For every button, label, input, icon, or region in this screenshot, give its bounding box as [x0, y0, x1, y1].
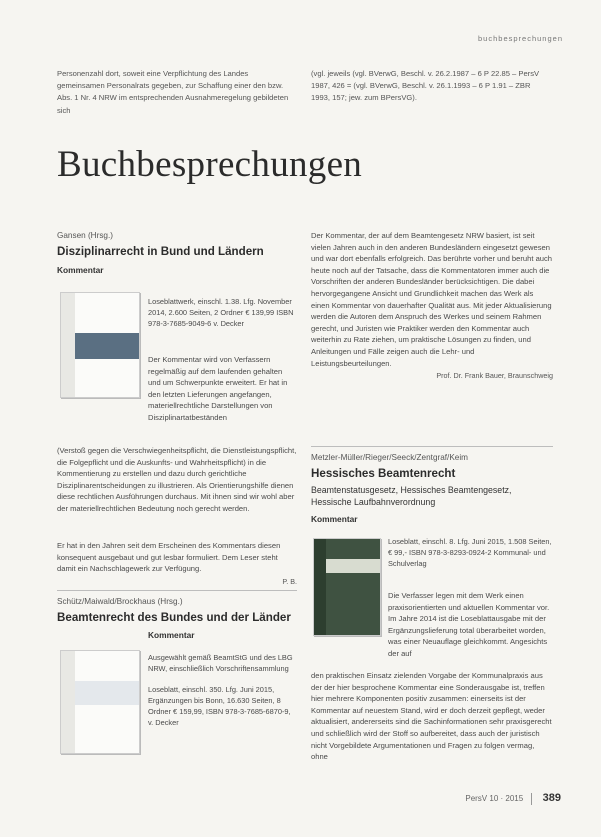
page-number: 389 [542, 792, 561, 804]
review-book-subtitle: Beamtenstatusgesetz, Hessisches Beamtengesetz, Hessische Laufbahnverordnung [311, 484, 512, 507]
top-right-text: (vgl. jeweils (vgl. BVerwG, Beschl. v. 26.2.1987 – 6 P 22.85 – PersV 1987, 426 = (vgl. BVerwG, Beschl. v. 26.1.1993 – 6 P 1.91 – ZBR 1993, 157; jew. zum BPersVG). [311, 69, 540, 103]
review-text-end [57, 540, 297, 587]
review-book-type: Kommentar [148, 630, 195, 640]
review-text-wrap: Die Verfasser legen mit dem Werk einen praxisorientierten und aktuellen Kommentar vor. Im Jahre 2014 ist die Loseblattausgabe mit der Ergänzungslieferung total überarbeitet worden, was einer Neuauflage gleichkommt. Angesichts der auf [388, 591, 550, 658]
review-book-type: Kommentar [311, 513, 358, 524]
book-cover-image [60, 292, 140, 398]
review-book-title: Hessisches Beamtenrecht [311, 466, 456, 480]
review-right-text [311, 230, 553, 382]
book-cover-image [60, 650, 140, 754]
page-footer [465, 792, 561, 805]
divider [57, 590, 297, 591]
journal-ref: PersV 10 · 2015 [465, 794, 524, 803]
review-disziplinarrecht [57, 230, 297, 276]
review-book-title: Disziplinarrecht in Bund und Ländern [57, 244, 264, 258]
review-beamtenrecht-bund [57, 596, 297, 625]
review-biblio-b: Loseblatt, einschl. 350. Lfg. Juni 2015, Ergänzungen bis Bonn, 16.630 Seiten, 8 Ordner € 159,99, ISBN 978-3-7685-6870-9, v. Decker [148, 684, 291, 727]
running-title: buchbesprechungen [478, 34, 563, 43]
page-title: Buchbesprechungen [57, 144, 363, 185]
review-paragraph: Der Kommentar, der auf dem Beamtengesetz NRW basiert, ist seit vielen Jahren auch in den anderen Bundesländern eingesetzt gewesen und war dort ebenfalls erfolgreich. Das berührte vorher und beruht auch heute noch auf der Tatsache, dass die Kommentatoren immer auch die Vorschriften der anderen Bundesländer berücksichtigen. Die dabei hervorgegangene Ansicht und Grundlichkeit machen das Werk als einen Kommentar von dauerhafter Qualität aus. Mit jeder Aktualisierung werden die Autoren dem Anspruch des Werkes und seinem Rahmen gerecht, und Juristen wie Praktiker werden den Kommentar auch weiterhin zu Rate ziehen, um praktische Lösungen zu finden, und Anleitungen und Fälle zeigen auch die Lehr- und Leistungsbeurteilungen. [311, 231, 553, 368]
review-biblio: Loseblatt, einschl. 8. Lfg. Juni 2015, 1.508 Seiten, € 99,- ISBN 978-3-8293-0924-2 Kommunal- und Schulverlag [388, 537, 552, 568]
divider [311, 446, 553, 447]
top-left-text: Personenzahl dort, soweit eine Verpflichtung des Landes gemeinsamen Personalrats gegeben, zur Schaffung einer den bzw. Abs. 1 Nr. 4 NRW im entsprechenden Ausnahmeregelung gebildeten sich [57, 69, 289, 115]
review-text: (Verstoß gegen die Verschwiegenheitspflicht, die Dienstleistungspflicht, die Folgepflicht und die Auskunfts- und Wahrheitspflicht) in die Kommentierung zu erstellen und dazu durch gerichtliche Disziplinarentscheidungen zu illustrieren. Als Orientierungshilfe dienen diese rechtlichen Ausführungen durchaus. Mit ihnen sind wir wohl aber der materiellrechtlichen Bedeutung noch gerecht werden. [57, 446, 297, 513]
review-book-title: Beamtenrecht des Bundes und der Länder [57, 610, 291, 624]
review-hessisches-beamtenrecht [311, 452, 553, 525]
review-text: den praktischen Einsatz zielenden Vorgabe der Kommunalpraxis aus der der hier besprochene Kommentar eine Sonderausgabe ist, treffen hier mehrere Komponenten positiv zusammen: einerseits ist der Kommentar auf neuestem Stand, wird er doch derzeit gepflegt, weder aktualisiert, andererseits sind die Sachinformationen sehr praxisgerecht und schließlich wird der Stoff so aufbereitet, dass auch der juristisch nicht Vorgebildete Argumentationen und Fragen zu folgen vermag, ohne [311, 671, 552, 762]
review-text-end-body: Er hat in den Jahren seit dem Erscheinen des Kommentars diesen konsequent ausgebaut und gut lesbar formuliert. Dem Leser steht damit ein Nachschlagewerk zur Verfügung. [57, 541, 281, 574]
review-authors: Gansen (Hrsg.) [57, 231, 113, 240]
review-biblio: Loseblattwerk, einschl. 1.38. Lfg. November 2014, 2.600 Seiten, 2 Ordner € 139,99 ISBN 978-3-7685-9049-6 v. Decker [148, 297, 294, 328]
book-cover-image [313, 538, 381, 636]
review-signature: Prof. Dr. Frank Bauer, Braunschweig [436, 371, 553, 381]
footer-divider [531, 793, 532, 805]
review-text-wrap: Der Kommentar wird von Verfassern regelmäßig auf dem laufenden gehalten und um Schwerpunkte erweitert. Er hat in den letzten Lieferungen angefangen, materiellrechtliche Darstellungen von Disziplinartatbeständen [148, 355, 288, 422]
review-authors: Metzler-Müller/Rieger/Seeck/Zentgraf/Keim [311, 453, 468, 462]
review-book-type: Kommentar [57, 264, 104, 275]
review-authors: Schütz/Maiwald/Brockhaus (Hrsg.) [57, 597, 183, 606]
review-details [148, 630, 296, 728]
review-biblio-a: Ausgewählt gemäß BeamtStG und des LBG NRW, einschließlich Vorschriftensammlung [148, 652, 293, 673]
review-signature: P. B. [282, 576, 297, 586]
